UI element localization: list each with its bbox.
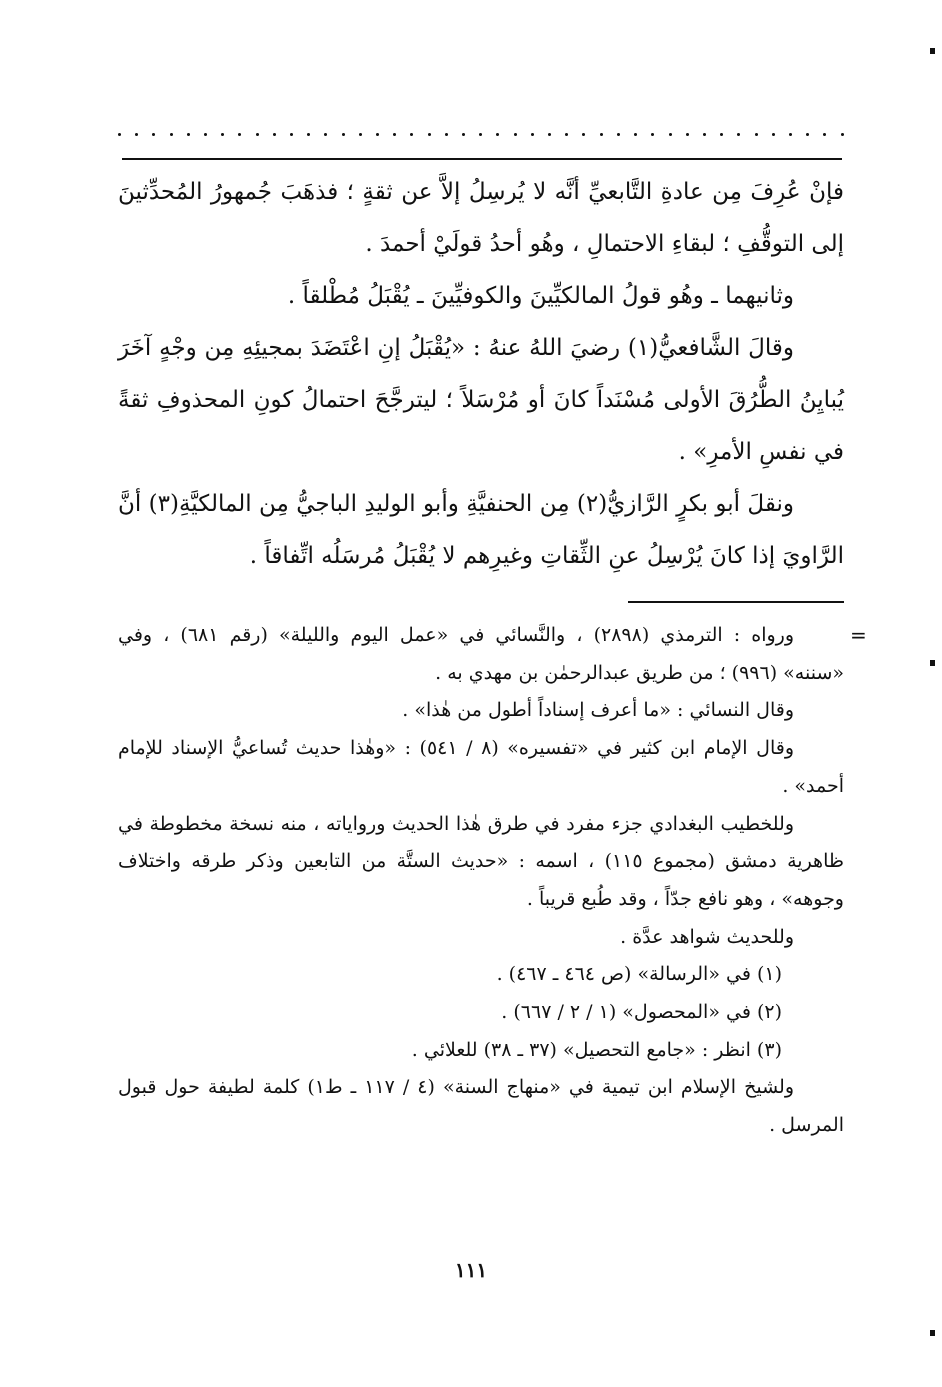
- footnote-paragraph-1: ورواه : الترمذي (٢٨٩٨) ، والنَّسائي في «عمل اليوم والليلة» (رقم ٦٨١) ، وفي «سننه» (٩٩٦) ؛ من طريق عبدالرحمٰن بن مهدي به .: [118, 624, 844, 684]
- footnote-paragraph-4: وللخطيب البغدادي جزء مفرد في طرق هٰذا الحديث ورواياته ، منه نسخة مخطوطة في ظاهرية دمشق (مجموع ١١٥) ، اسمه : «حديث الستَّة من التابعين وذكر طرقه واختلاف وجوهه» ، وهو نافع جدّاً ، وقد طُبع قريباً .: [118, 812, 844, 910]
- page-number: ١١١: [454, 1258, 488, 1282]
- footnote-paragraph-3: وقال الإمام ابن كثير في «تفسيره» (٨ / ٥٤١) : «وهٰذا حديث تُساعيُّ الإسناد للإمام أحمد» .: [118, 737, 844, 797]
- main-paragraph-3: وقالَ الشَّافعيُّ(١) رضيَ اللهُ عنهُ : «يُقْبَلُ إنِ اعْتَضَدَ بمجيئِهِ مِن وجْهٍ آخَرَ يُبايِنُ الطُّرُقَ الأولى مُسْنَداً كانَ أو مُرْسَلاً ؛ ليترجَّحَ احتمالُ كونِ المحذوفِ ثقةً في نفسِ الأمرِ» .: [118, 335, 844, 465]
- footnote-note-2: (٢) في «المحصول» (١ / ٢ / ٦٦٧) .: [501, 1001, 782, 1024]
- footnote-final-paragraph: ولشيخ الإسلام ابن تيمية في «منهاج السنة» (٤ / ١١٧ ـ ط١) كلمة لطيفة حول قبول المرسل .: [118, 1076, 844, 1137]
- footnote-note-1: (١) في «الرسالة» (ص ٤٦٤ ـ ٤٦٧) .: [496, 963, 782, 986]
- main-paragraph-4: ونقلَ أبو بكرٍ الرَّازيُّ(٢) مِن الحنفيَّةِ وأبو الوليدِ الباجيُّ مِن المالكيَّةِ(٣) أنَّ الرَّاويَ إذا كانَ يُرْسِلُ عنِ الثِّقاتِ وغيرِهم لا يُقْبَلُ مُرسَلُه اتِّفاقاً .: [118, 491, 844, 569]
- footnotes: [118, 617, 844, 1145]
- scan-edge-mark: [930, 1330, 935, 1336]
- main-text: [118, 166, 844, 582]
- footnote-paragraph-5: وللحديث شواهد عدَّة .: [620, 925, 794, 948]
- scan-edge-mark: [930, 48, 935, 54]
- footnote-continuation-mark: =: [850, 623, 867, 647]
- footnote-note-3: (٣) انظر : «جامع التحصيل» (٣٧ ـ ٣٨) للعلائي .: [411, 1038, 782, 1061]
- footnote-paragraph-2: وقال النسائي : «ما أعرف إسناداً أطول من هٰذا» .: [402, 699, 794, 722]
- header-dotted-line: [118, 127, 844, 141]
- header-rule: [122, 158, 842, 160]
- main-paragraph-2: وثانيهما ـ وهُو قولُ المالكيِّينَ والكوفيِّينَ ـ يُقْبَلُ مُطْلقاً .: [287, 283, 794, 309]
- scan-edge-mark: [930, 660, 935, 666]
- main-paragraph-1: فإنْ عُرِفَ مِن عادةِ التَّابعيِّ أنَّه لا يُرسِلُ إلاَّ عن ثقةٍ ؛ فذهَبَ جُمهورُ المُحدِّثينَ إلى التوقُّفِ ؛ لبقاءِ الاحتمالِ ، وهُو أحدُ قولَيْ أحمدَ .: [118, 179, 844, 257]
- footnote-separator: [628, 601, 844, 603]
